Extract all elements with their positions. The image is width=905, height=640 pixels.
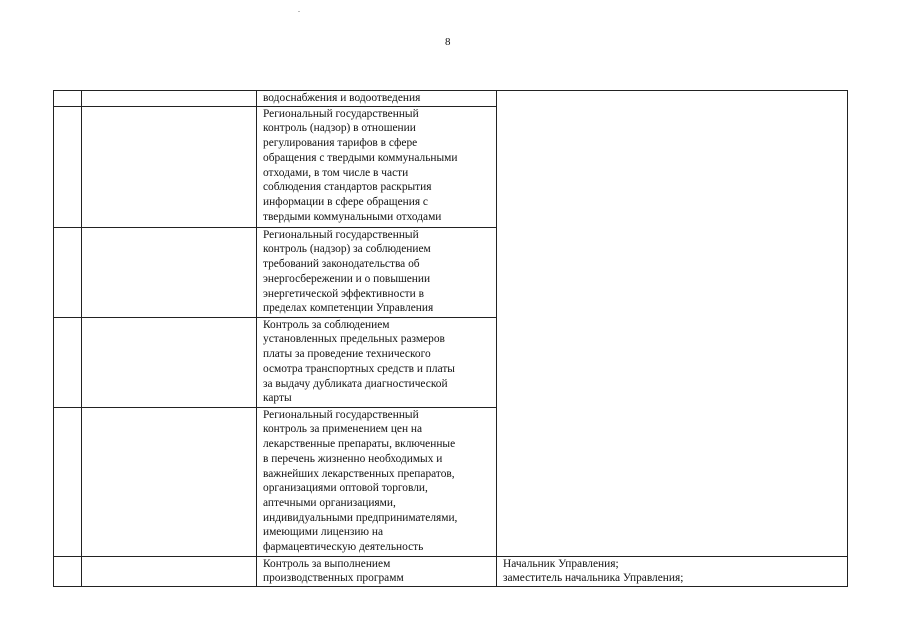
control-function-cell: Региональный государственный контроль за применением цен на лекарственные препараты, включенные в перечень жизненно необходимых и важнейших лекарственных препаратов, организациями оптовой торговли, аптечными организациями, индивидуальными предпринимателями, имеющими лицензию на фармацевтическую деятельность <box>257 407 497 556</box>
legal-basis-cell <box>82 227 257 317</box>
legal-basis-cell <box>82 407 257 556</box>
row-number-cell <box>54 317 82 407</box>
page-number: 8 <box>445 36 451 48</box>
control-function-cell: Контроль за выполнением производственных программ <box>257 556 497 586</box>
row-number-cell <box>54 407 82 556</box>
legal-basis-cell <box>82 91 257 107</box>
table-row <box>54 91 848 107</box>
scan-speck <box>298 11 300 12</box>
officials-cell-merged <box>497 91 848 557</box>
control-functions-table <box>53 90 848 587</box>
legal-basis-cell <box>82 556 257 586</box>
row-number-cell <box>54 106 82 227</box>
legal-basis-cell <box>82 106 257 227</box>
row-number-cell <box>54 556 82 586</box>
control-function-cell: водоснабжения и водоотведения <box>257 91 497 107</box>
row-number-cell <box>54 227 82 317</box>
control-function-cell: Контроль за соблюдением установленных предельных размеров платы за проведение технического осмотра транспортных средств и платы за выдачу дубликата диагностической карты <box>257 317 497 407</box>
control-function-cell: Региональный государственный контроль (надзор) в отношении регулирования тарифов в сфере обращения с твердыми коммунальными отходами, в том числе в части соблюдения стандартов раскрытия информации в сфере обращения с твердыми коммунальными отходами <box>257 106 497 227</box>
legal-basis-cell <box>82 317 257 407</box>
row-number-cell <box>54 91 82 107</box>
control-function-cell: Региональный государственный контроль (надзор) за соблюдением требований законодательства об энергосбережении и о повышении энергетической эффективности в пределах компетенции Управления <box>257 227 497 317</box>
table-row <box>54 556 848 586</box>
officials-cell: Начальник Управления; заместитель начальника Управления; <box>497 556 848 586</box>
